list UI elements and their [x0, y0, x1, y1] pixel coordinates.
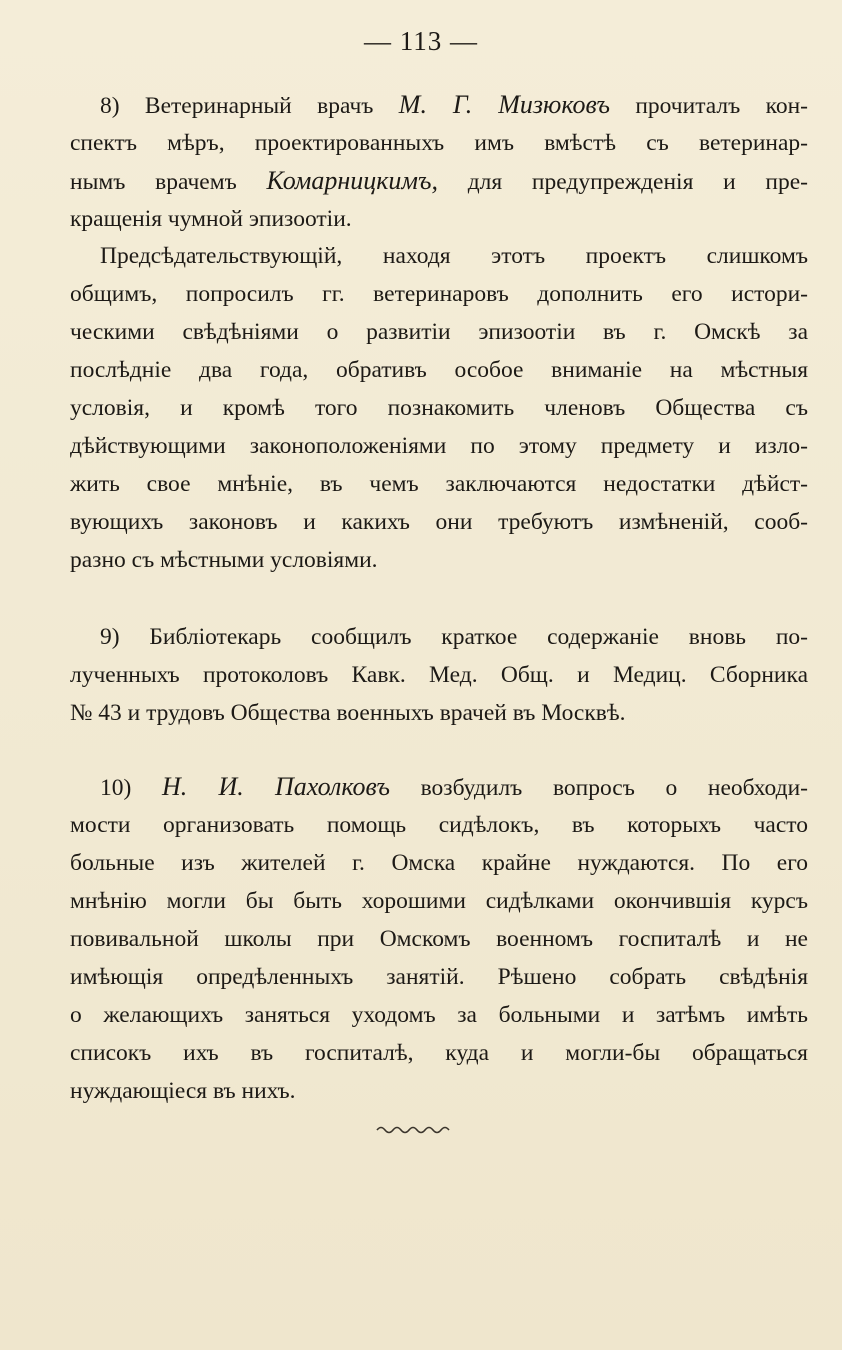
text-line	[70, 351, 808, 389]
text-line	[70, 920, 808, 958]
text-line	[70, 996, 808, 1034]
page-number: — 113 —	[364, 26, 478, 56]
text-run: 10)	[100, 775, 162, 801]
text-line	[70, 768, 808, 806]
text-run: № 43 и трудовъ Общества военныхъ врачей въ Москвѣ.	[70, 700, 626, 726]
text-run: нымъ врачемъ	[70, 169, 267, 195]
text-line	[70, 86, 808, 124]
text-line	[70, 1034, 808, 1072]
text-run: спектъ мѣръ, проектированныхъ имъ вмѣстѣ съ ветеринар-	[70, 130, 808, 156]
text-run: 9) Библіотекарь сообщилъ краткое содержаніе вновь по-	[100, 624, 808, 650]
paragraph-10	[70, 768, 808, 1110]
text-line	[70, 618, 808, 656]
text-run: ческими свѣдѣніями о развитіи эпизоотіи въ г. Омскѣ за	[70, 319, 808, 345]
paragraph-chairman	[70, 237, 808, 579]
text-line	[70, 465, 808, 503]
text-run: для предупрежденія и пре-	[437, 169, 808, 195]
text-run: разно съ мѣстными условіями.	[70, 547, 378, 573]
end-ornament	[375, 1124, 455, 1136]
text-run: 8) Ветеринарный врачъ	[100, 93, 399, 119]
text-line	[70, 541, 808, 579]
text-run: нуждающіеся въ нихъ.	[70, 1078, 296, 1104]
text-run: повивальной школы при Омскомъ военномъ госпиталѣ и не	[70, 926, 808, 952]
text-run: имѣющія опредѣленныхъ занятій. Рѣшено собрать свѣдѣнія	[70, 964, 808, 990]
text-run: дѣйствующими законоположеніями по этому предмету и изло-	[70, 433, 808, 459]
italic-name: М. Г. Мизюковъ	[398, 90, 610, 119]
text-run: о желающихъ заняться уходомъ за больными и затѣмъ имѣть	[70, 1002, 808, 1028]
text-run: мнѣнію могли бы быть хорошими сидѣлками окончившія курсъ	[70, 888, 808, 914]
text-run: жить свое мнѣніе, въ чемъ заключаются недостатки дѣйст-	[70, 471, 808, 497]
paragraph-8	[70, 86, 808, 238]
text-line	[70, 882, 808, 920]
text-line	[70, 275, 808, 313]
text-run: общимъ, попросилъ гг. ветеринаровъ дополнить его истори-	[70, 281, 808, 307]
text-run: вующихъ законовъ и какихъ они требуютъ измѣненій, сооб-	[70, 509, 808, 535]
text-run: списокъ ихъ въ госпиталѣ, куда и могли-бы обращаться	[70, 1040, 808, 1066]
text-run: мости организовать помощь сидѣлокъ, въ которыхъ часто	[70, 812, 808, 838]
text-line	[70, 1072, 808, 1110]
text-line	[70, 656, 808, 694]
text-line	[70, 200, 808, 238]
text-line	[70, 313, 808, 351]
text-line	[70, 958, 808, 996]
text-run: Предсѣдательствующій, находя этотъ проектъ слишкомъ	[100, 243, 808, 269]
text-line	[70, 694, 808, 732]
text-run: кращенія чумной эпизоотіи.	[70, 206, 352, 232]
text-line	[70, 806, 808, 844]
text-run: прочиталъ кон-	[609, 93, 809, 119]
text-line	[70, 124, 808, 162]
text-line	[70, 844, 808, 882]
text-run: возбудилъ вопросъ о необходи-	[389, 775, 808, 801]
text-line	[70, 237, 808, 275]
text-line	[70, 427, 808, 465]
text-run: лученныхъ протоколовъ Кавк. Мед. Общ. и Медиц. Сборника	[70, 662, 808, 688]
text-line	[70, 389, 808, 427]
text-run: больные изъ жителей г. Омска крайне нуждаются. По его	[70, 850, 808, 876]
text-run: условія, и кромѣ того познакомить членовъ Общества съ	[70, 395, 808, 421]
italic-name: Комарницкимъ,	[266, 166, 438, 195]
text-run: послѣдніе два года, обративъ особое вниманіе на мѣстныя	[70, 357, 808, 383]
text-line	[70, 162, 808, 200]
text-line	[70, 503, 808, 541]
italic-name: Н. И. Пахолковъ	[161, 772, 390, 801]
paragraph-9	[70, 618, 808, 732]
